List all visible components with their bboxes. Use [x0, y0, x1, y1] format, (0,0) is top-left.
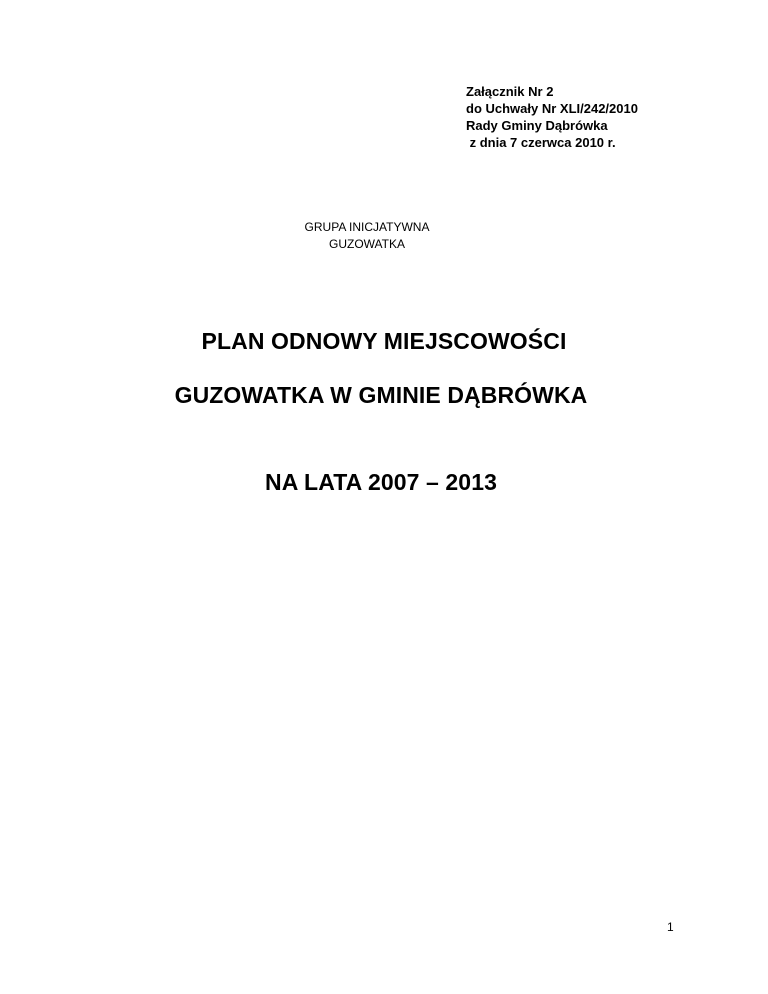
council-name: Rady Gminy Dąbrówka [466, 118, 608, 133]
document-title-line-1: PLAN ODNOWY MIEJSCOWOŚCI [201, 328, 567, 354]
initiative-group [0, 219, 768, 253]
resolution-date: z dnia 7 czerwca 2010 r. [466, 135, 616, 150]
page-number: 1 [667, 920, 674, 934]
document-title-line-2: GUZOWATKA W GMINIE DĄBRÓWKA [174, 382, 588, 408]
annex-number: Załącznik Nr 2 [466, 84, 554, 99]
document-title-years: NA LATA 2007 – 2013 [264, 469, 497, 495]
group-label: GRUPA INICJATYWNA [304, 220, 430, 234]
resolution-number: do Uchwały Nr XLI/242/2010 [466, 101, 638, 116]
annex-header [466, 83, 726, 151]
group-locality: GUZOWATKA [329, 237, 405, 251]
